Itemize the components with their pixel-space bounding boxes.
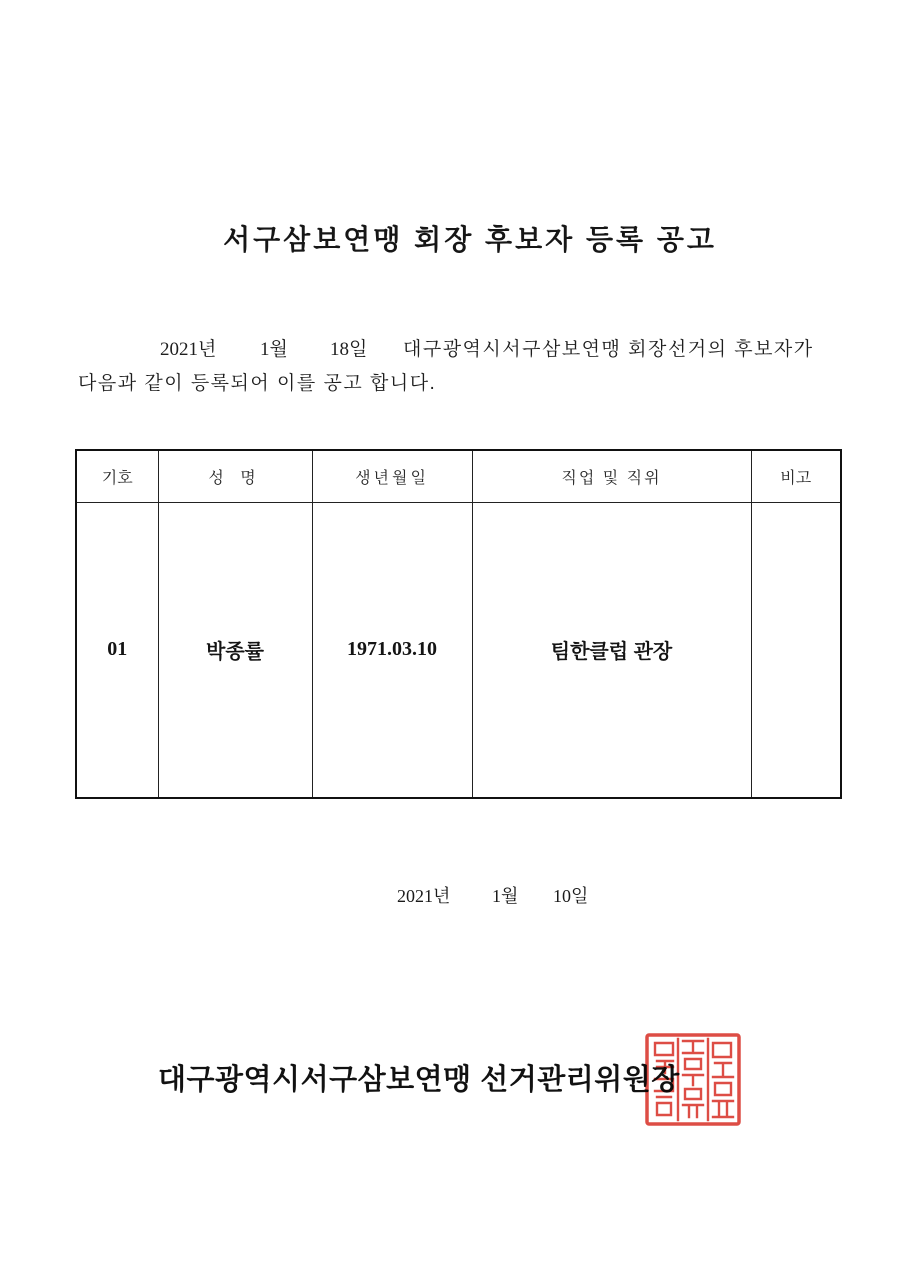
body-month: 1월 <box>260 339 288 360</box>
date-year: 2021년 <box>397 886 451 906</box>
header-number: 기호 <box>76 450 158 502</box>
body-day: 18일 <box>330 339 368 360</box>
document-title: 서구삼보연맹 회장 후보자 등록 공고 <box>223 224 717 255</box>
cell-number: 01 <box>76 502 158 798</box>
body-line1-text: 대구광역시서구삼보연맹 회장선거의 후보자가 <box>403 339 814 360</box>
cell-remarks <box>751 502 841 798</box>
header-birth-date: 생년월일 <box>312 450 472 502</box>
cell-name: 박종률 <box>158 502 312 798</box>
table-header-row <box>76 450 841 502</box>
official-seal-icon <box>645 1033 741 1126</box>
body-line2-text: 다음과 같이 등록되어 이를 공고 합니다. <box>78 373 437 394</box>
cell-birth-date: 1971.03.10 <box>312 502 472 798</box>
table-row <box>76 502 841 798</box>
table-body <box>76 502 841 798</box>
candidate-table <box>75 449 842 799</box>
cell-occupation: 팀한클럽 관장 <box>472 502 751 798</box>
signature-line: 대구광역시서구삼보연맹 선거관리위원장 <box>158 1064 680 1096</box>
header-remarks: 비고 <box>751 450 841 502</box>
body-year: 2021년 <box>160 339 217 360</box>
header-occupation: 직업 및 직위 <box>472 450 751 502</box>
date-month: 1월 <box>492 886 519 906</box>
table-header <box>76 450 841 502</box>
date-day: 10일 <box>553 886 589 906</box>
header-name: 성 명 <box>158 450 312 502</box>
